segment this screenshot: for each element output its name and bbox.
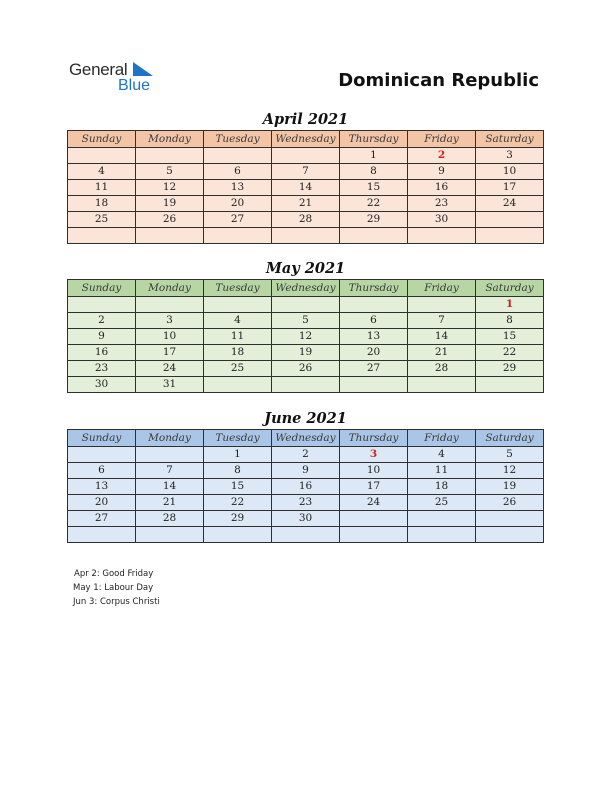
day-cell: 22	[340, 196, 408, 212]
day-cell: 9	[272, 463, 340, 479]
weekday-header: Thursday	[340, 430, 408, 447]
day-cell: 8	[204, 463, 272, 479]
day-cell: 24	[476, 196, 544, 212]
day-cell: 1	[340, 148, 408, 164]
empty-day-cell	[408, 527, 476, 543]
day-cell: 19	[476, 479, 544, 495]
week-row	[68, 148, 544, 164]
weekday-header: Wednesday	[272, 280, 340, 297]
day-cell: 31	[136, 377, 204, 393]
weekday-header: Wednesday	[272, 131, 340, 148]
day-cell: 26	[136, 212, 204, 228]
day-cell: 26	[476, 495, 544, 511]
country-title: Dominican Republic	[338, 70, 539, 91]
weekday-header: Tuesday	[204, 430, 272, 447]
day-cell: 12	[272, 329, 340, 345]
day-cell: 21	[136, 495, 204, 511]
week-row	[68, 345, 544, 361]
day-cell: 18	[68, 196, 136, 212]
day-cell: 13	[340, 329, 408, 345]
day-cell: 13	[68, 479, 136, 495]
day-cell: 16	[272, 479, 340, 495]
week-row	[68, 479, 544, 495]
day-cell: 11	[204, 329, 272, 345]
holiday-day-cell: 2	[408, 148, 476, 164]
month-calendar-june	[67, 409, 544, 543]
empty-day-cell	[408, 377, 476, 393]
week-row	[68, 180, 544, 196]
calendar-grid	[67, 279, 544, 393]
empty-day-cell	[340, 377, 408, 393]
day-cell: 27	[204, 212, 272, 228]
day-cell: 16	[68, 345, 136, 361]
week-row	[68, 511, 544, 527]
logo-flag-icon	[133, 62, 153, 78]
calendar-grid	[67, 429, 544, 543]
day-cell: 23	[408, 196, 476, 212]
day-cell: 9	[408, 164, 476, 180]
weekday-header-row	[68, 131, 544, 148]
day-cell: 29	[204, 511, 272, 527]
empty-day-cell	[340, 511, 408, 527]
day-cell: 12	[476, 463, 544, 479]
day-cell: 12	[136, 180, 204, 196]
weekday-header: Sunday	[68, 280, 136, 297]
day-cell: 5	[136, 164, 204, 180]
empty-day-cell	[476, 228, 544, 244]
day-cell: 23	[272, 495, 340, 511]
calendar-grid	[67, 130, 544, 244]
month-title: June 2021	[264, 410, 347, 427]
empty-day-cell	[476, 377, 544, 393]
day-cell: 28	[136, 511, 204, 527]
day-cell: 17	[340, 479, 408, 495]
empty-day-cell	[136, 228, 204, 244]
day-cell: 20	[340, 345, 408, 361]
empty-day-cell	[204, 297, 272, 313]
week-row	[68, 212, 544, 228]
weekday-header: Tuesday	[204, 280, 272, 297]
empty-day-cell	[68, 228, 136, 244]
day-cell: 25	[408, 495, 476, 511]
empty-day-cell	[204, 148, 272, 164]
day-cell: 26	[272, 361, 340, 377]
empty-day-cell	[476, 527, 544, 543]
empty-day-cell	[272, 148, 340, 164]
day-cell: 21	[408, 345, 476, 361]
weekday-header: Monday	[136, 430, 204, 447]
month-title: April 2021	[262, 111, 349, 128]
day-cell: 9	[68, 329, 136, 345]
empty-day-cell	[340, 297, 408, 313]
month-title: May 2021	[265, 260, 346, 277]
empty-day-cell	[272, 527, 340, 543]
empty-day-cell	[68, 297, 136, 313]
day-cell: 2	[272, 447, 340, 463]
day-cell: 17	[136, 345, 204, 361]
day-cell: 15	[476, 329, 544, 345]
day-cell: 5	[476, 447, 544, 463]
day-cell: 18	[204, 345, 272, 361]
weekday-header: Monday	[136, 131, 204, 148]
day-cell: 10	[476, 164, 544, 180]
weekday-header: Tuesday	[204, 131, 272, 148]
day-cell: 5	[272, 313, 340, 329]
day-cell: 19	[272, 345, 340, 361]
empty-day-cell	[476, 511, 544, 527]
week-row	[68, 447, 544, 463]
day-cell: 8	[340, 164, 408, 180]
month-calendar-may	[67, 259, 544, 393]
day-cell: 15	[204, 479, 272, 495]
day-cell: 15	[340, 180, 408, 196]
day-cell: 19	[136, 196, 204, 212]
day-cell: 11	[68, 180, 136, 196]
weekday-header: Sunday	[68, 430, 136, 447]
day-cell: 21	[272, 196, 340, 212]
weekday-header: Sunday	[68, 131, 136, 148]
weekday-header: Saturday	[476, 131, 544, 148]
weekday-header: Monday	[136, 280, 204, 297]
day-cell: 29	[340, 212, 408, 228]
day-cell: 17	[476, 180, 544, 196]
day-cell: 7	[408, 313, 476, 329]
weekday-header: Friday	[408, 430, 476, 447]
weekday-header: Thursday	[340, 280, 408, 297]
day-cell: 4	[408, 447, 476, 463]
day-cell: 28	[408, 361, 476, 377]
day-cell: 6	[68, 463, 136, 479]
day-cell: 23	[68, 361, 136, 377]
weekday-header: Thursday	[340, 131, 408, 148]
week-row	[68, 377, 544, 393]
day-cell: 20	[204, 196, 272, 212]
day-cell: 2	[68, 313, 136, 329]
empty-day-cell	[204, 527, 272, 543]
day-cell: 4	[68, 164, 136, 180]
day-cell: 6	[204, 164, 272, 180]
week-row	[68, 297, 544, 313]
week-row	[68, 228, 544, 244]
holiday-notes	[74, 567, 160, 609]
empty-day-cell	[408, 297, 476, 313]
empty-day-cell	[204, 377, 272, 393]
empty-day-cell	[408, 228, 476, 244]
empty-day-cell	[68, 148, 136, 164]
empty-day-cell	[340, 527, 408, 543]
day-cell: 11	[408, 463, 476, 479]
day-cell: 14	[136, 479, 204, 495]
day-cell: 24	[136, 361, 204, 377]
holiday-note: May 1: Labour Day	[73, 583, 154, 593]
day-cell: 13	[204, 180, 272, 196]
holiday-day-cell: 1	[476, 297, 544, 313]
day-cell: 14	[408, 329, 476, 345]
day-cell: 16	[408, 180, 476, 196]
day-cell: 14	[272, 180, 340, 196]
empty-day-cell	[136, 447, 204, 463]
empty-day-cell	[272, 377, 340, 393]
day-cell: 18	[408, 479, 476, 495]
week-row	[68, 495, 544, 511]
day-cell: 20	[68, 495, 136, 511]
empty-day-cell	[476, 212, 544, 228]
day-cell: 3	[136, 313, 204, 329]
weekday-header-row	[68, 430, 544, 447]
weekday-header: Friday	[408, 131, 476, 148]
empty-day-cell	[136, 527, 204, 543]
holiday-note: Apr 2: Good Friday	[74, 569, 154, 579]
week-row	[68, 463, 544, 479]
day-cell: 22	[204, 495, 272, 511]
day-cell: 7	[272, 164, 340, 180]
week-row	[68, 329, 544, 345]
day-cell: 25	[68, 212, 136, 228]
day-cell: 8	[476, 313, 544, 329]
week-row	[68, 527, 544, 543]
day-cell: 30	[68, 377, 136, 393]
day-cell: 3	[476, 148, 544, 164]
day-cell: 28	[272, 212, 340, 228]
empty-day-cell	[136, 297, 204, 313]
day-cell: 1	[204, 447, 272, 463]
day-cell: 6	[340, 313, 408, 329]
logo-word-blue: Blue	[118, 77, 151, 94]
day-cell: 27	[68, 511, 136, 527]
week-row	[68, 196, 544, 212]
day-cell: 10	[136, 329, 204, 345]
weekday-header: Saturday	[476, 430, 544, 447]
month-calendar-april	[67, 110, 544, 244]
day-cell: 25	[204, 361, 272, 377]
day-cell: 4	[204, 313, 272, 329]
day-cell: 30	[272, 511, 340, 527]
generalblue-logo	[69, 60, 169, 100]
empty-day-cell	[408, 511, 476, 527]
weekday-header: Saturday	[476, 280, 544, 297]
week-row	[68, 313, 544, 329]
day-cell: 7	[136, 463, 204, 479]
day-cell: 27	[340, 361, 408, 377]
weekday-header: Wednesday	[272, 430, 340, 447]
empty-day-cell	[340, 228, 408, 244]
day-cell: 29	[476, 361, 544, 377]
holiday-note: Jun 3: Corpus Christi	[73, 597, 160, 607]
empty-day-cell	[272, 297, 340, 313]
empty-day-cell	[68, 527, 136, 543]
day-cell: 22	[476, 345, 544, 361]
week-row	[68, 164, 544, 180]
day-cell: 30	[408, 212, 476, 228]
logo-word-general: General	[69, 60, 128, 79]
holiday-day-cell: 3	[340, 447, 408, 463]
day-cell: 10	[340, 463, 408, 479]
empty-day-cell	[204, 228, 272, 244]
week-row	[68, 361, 544, 377]
day-cell: 24	[340, 495, 408, 511]
empty-day-cell	[68, 447, 136, 463]
empty-day-cell	[272, 228, 340, 244]
empty-day-cell	[136, 148, 204, 164]
weekday-header: Friday	[408, 280, 476, 297]
weekday-header-row	[68, 280, 544, 297]
